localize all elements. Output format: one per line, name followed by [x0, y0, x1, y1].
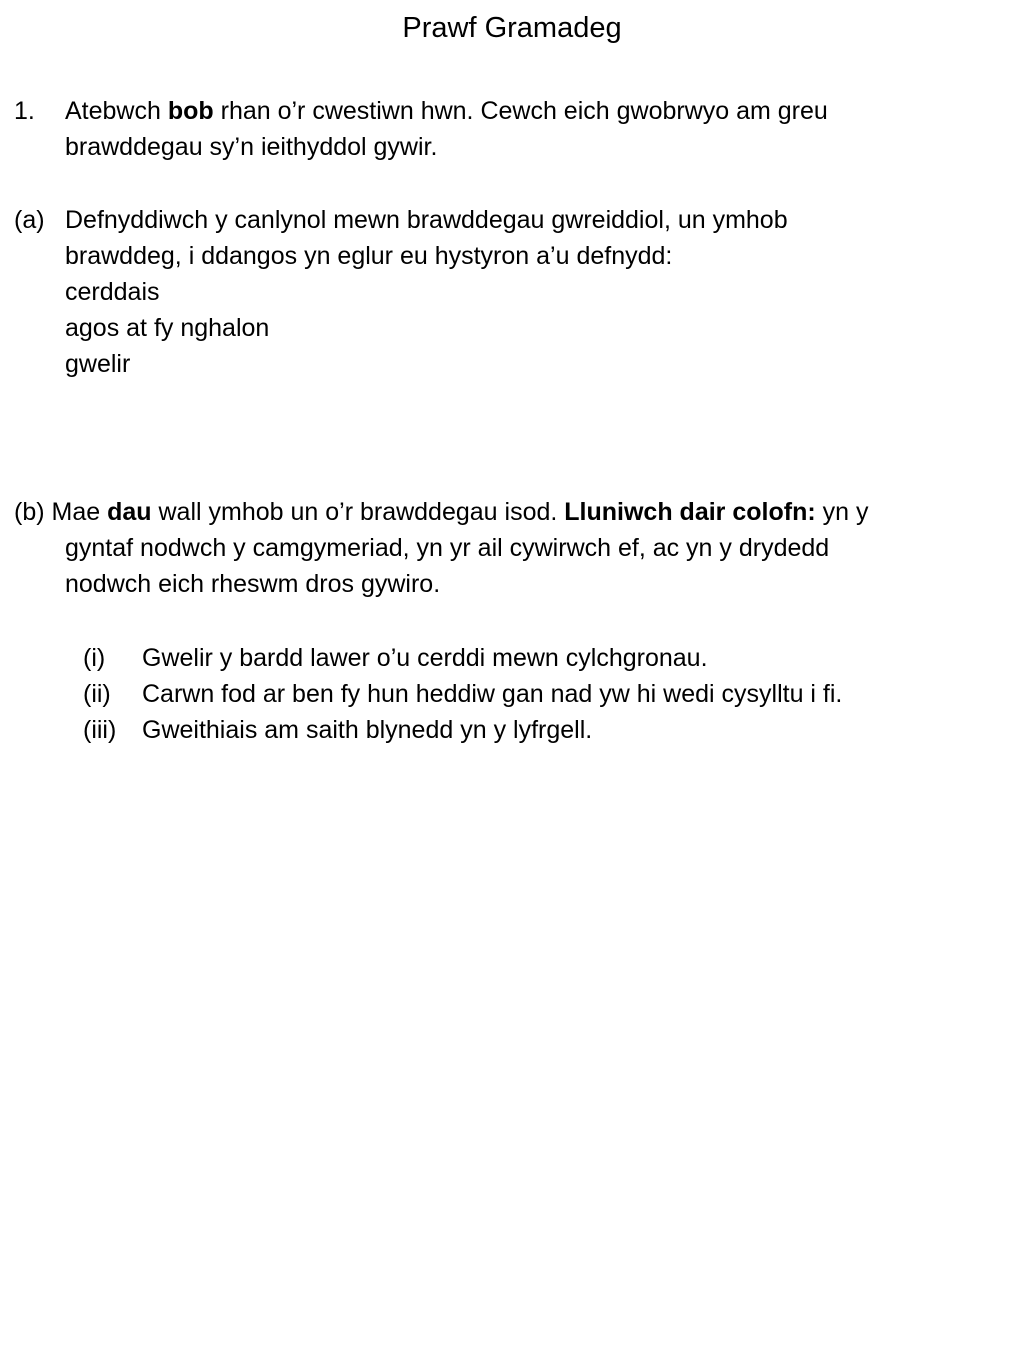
- list-item-marker: (i): [83, 644, 106, 672]
- question-1: [14, 93, 1004, 165]
- part-b-line-3: nodwch eich rheswm dros gywiro.: [65, 570, 441, 598]
- term-item: agos at fy nghalon: [65, 314, 270, 342]
- emphasis-instruction: Lluniwch dair colofn:: [564, 498, 816, 526]
- question-number: 1.: [14, 97, 35, 125]
- emphasis-dau: dau: [107, 498, 152, 526]
- list-item-text: Gweithiais am saith blynedd yn y lyfrgell.: [142, 716, 593, 744]
- list-item: [83, 640, 1013, 676]
- question-1-line-1: Atebwch bob rhan o’r cwestiwn hwn. Cewch eich gwobrwyo am greu: [65, 97, 828, 125]
- list-item-text: Gwelir y bardd lawer o’u cerddi mewn cylchgronau.: [142, 644, 708, 672]
- list-item-marker: (iii): [83, 716, 117, 744]
- list-item-text: Carwn fod ar ben fy hun heddiw gan nad yw hi wedi cysylltu i fi.: [142, 680, 843, 708]
- part-a-line-2: brawddeg, i ddangos yn eglur eu hystyron a’u defnydd:: [65, 242, 673, 270]
- list-item-marker: (ii): [83, 680, 111, 708]
- question-1-line-2: brawddegau sy’n ieithyddol gywir.: [65, 133, 438, 161]
- part-b: [14, 494, 1004, 602]
- part-b-marker: (b): [14, 498, 45, 526]
- page-title: Prawf Gramadeg: [402, 12, 622, 44]
- sentence-list: [83, 640, 1013, 748]
- list-item: [83, 676, 1013, 712]
- term-item: cerddais: [65, 278, 160, 306]
- part-a: [14, 202, 1004, 382]
- part-b-line-1: (b) Mae dau wall ymhob un o’r brawddegau isod. Lluniwch dair colofn: yn y: [14, 498, 869, 526]
- term-item: gwelir: [65, 350, 131, 378]
- emphasis-bob: bob: [167, 97, 214, 125]
- list-item: [83, 712, 1013, 748]
- part-b-line-2: gyntaf nodwch y camgymeriad, yn yr ail cywirwch ef, ac yn y drydedd: [65, 534, 830, 562]
- part-a-line-1: Defnyddiwch y canlynol mewn brawddegau gwreiddiol, un ymhob: [65, 206, 788, 234]
- part-a-marker: (a): [14, 206, 45, 234]
